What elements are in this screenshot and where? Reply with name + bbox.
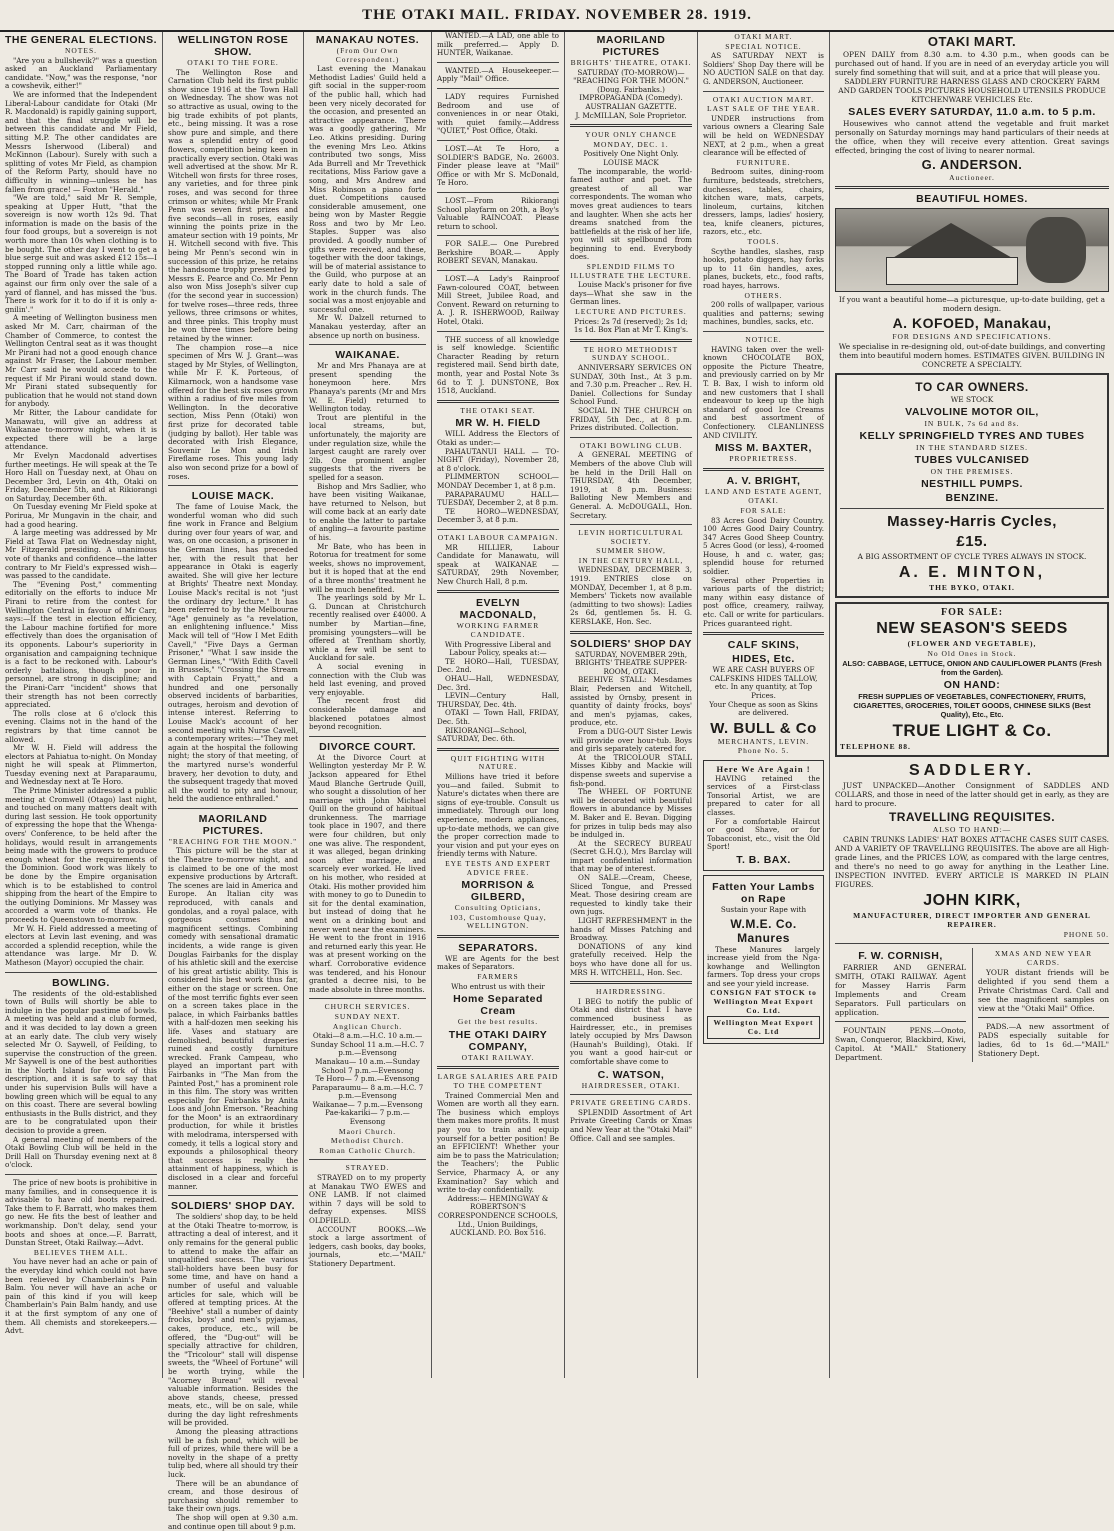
heading-a-kofoed: A. KOFOED, Manakau,: [892, 315, 1052, 331]
ad-text: We specialise in re-designing old, out-of-date buildings, and converting them into beautiful modern homes. ESTIMATES GIVEN. BUILDING IN CONCRETE A SPECIALTY.: [838, 342, 1106, 369]
divider: [703, 91, 824, 92]
meeting-listing: PLIMMERTON SCHOOL—MONDAY December 1, at 8 p.m.: [437, 472, 559, 490]
divider: [309, 998, 426, 999]
subheading-brights-theatre: BRIGHTS' THEATRE, OTAKI.: [570, 58, 692, 67]
heading-evelyn-macdonald: EVELYN MACDONALD,: [459, 597, 537, 622]
subheading-methodist: Methodist Church.: [330, 1136, 405, 1146]
meeting-listing: OHAU—Hall, WEDNESDAY, Dec. 3rd.: [437, 674, 559, 692]
ad-text: CABIN TRUNKS LADIES' HAT BOXES ATTACHE CASES SUIT CASES. AND A VARIETY OF TRAVELLING REQUISITES. The above are all High-grade Lines, and the PRICES LOW, as compared with the large centres, and there's no need to go away for anything in the Leather Line. INSPECTION INVITED. EVERY ARTICLE IS MARKED IN PLAIN FIGURES.: [835, 835, 1109, 889]
article-paragraph: The yearlings sold by Mr L. G. Duncan at Christchurch recently realised over £4000. A number by Martian—fine, promising youngsters—will be offered at Trentham shortly, while a few will be sent to Auckland for sale.: [309, 593, 426, 663]
meeting-listing: PARAPARAUMU HALL—TUESDAY, December 2, at 8 p.m.: [437, 489, 559, 508]
divider: [437, 529, 559, 530]
heading-otaki-seat: THE OTAKI SEAT.: [460, 405, 536, 415]
heading-fw-cornish: F. W. CORNISH,: [858, 950, 943, 962]
heading-greeting-cards: PRIVATE GREETING CARDS.: [570, 1098, 692, 1108]
heading-home-cream: Home Separated Cream: [453, 993, 543, 1018]
article-paragraph: The Prime Minister addressed a public meeting at Cromwell (Otago) last night, and touched on many matters dealt with during last session. He took opportunity of expressing the hope that the Whenga-overs' Conference, to be held after the holidays, would result in arrangements being made with the growers to produce enough wheat for the requirements of the Dominion. Good work was likely to be done by the Empire organisation which is to be established to control shipping from the heart of the Empire to the outlying Dominions. Mr Massey was accorded a warm vote of thanks. He proceeds to Queenstown to-morrow.: [5, 786, 157, 924]
subheading-anglican: Anglican Church.: [332, 1021, 403, 1031]
ad-text: J. McMILLAN, Sole Proprietor.: [575, 110, 687, 120]
ad-text: ALSO: CABBAGE, LETTUCE, ONION AND CAULIFLOWER PLANTS (Fresh from the Garden).: [842, 659, 1102, 677]
heading-wme-manures: W.M.E. Co. Manures: [730, 916, 797, 945]
subheading-opticians-address: 103, Customhouse Quay, WELLINGTON.: [449, 912, 547, 931]
subheading-telephone: TELEPHONE 88.: [840, 742, 911, 751]
heading-bowling: BOWLING.: [52, 976, 110, 989]
service-listing: Paraparaumu— 8 a.m.—H.C. 7 p.m.—Evensong: [311, 1082, 424, 1101]
meeting-listing: PAHAUTANUI HALL — TO-NIGHT (Friday), November 28, at 8 o'clock.: [437, 446, 559, 473]
meeting-listing: TE HORO—Hall, TUESDAY, Dec. 2nd.: [437, 656, 559, 675]
subheading-also-to-hand: ALSO TO HAND:—: [932, 825, 1012, 834]
divider: [437, 88, 559, 89]
ad-text: AS SATURDAY NEXT is Soldiers' Shop Day there will be NO AUCTION SALE on that day. G. ANDERSON, Auctioneer.: [703, 51, 824, 86]
heading-valvoline: VALVOLINE MOTOR OIL,: [905, 406, 1039, 418]
article-paragraph: The Wellington Rose and Carnation Club held its first public show since 1916 at the Town Hall on Wednesday. The show was not so attractive as usual, owing to the big trade exhibits of pot plants, etc., being missing. It was a rose show pure and simple, and there was a splendid entry of good flowers, competition being keen in practically every section. Otaki was well advertised at the show. Mr R. Witchell won firsts for three roses, any varieties, and for three pink roses, and was second for three crimson or whites; while Mr Frank Penn was seven first prizes and five seconds—all in roses, easily winning the points prize in the amateur section with 19 points, Mr H. Witchell second with five. This being Mr Penn's second win in succession of this prize, he retains the handsome trophy presented by Messrs E. Pearce and Co. Mr Penn also won Miss Joseph's silver cup (for the second year in succession) for twelve roses—three reds, three yellows, three crimsons or whites, and three pinks. This trophy must be won three times before being retained by the winner.: [168, 67, 298, 343]
subheading-auctioneer: Auctioneer.: [949, 173, 995, 182]
column-2: [163, 32, 304, 1531]
divider: [437, 1066, 559, 1069]
subheading-sunday-next: SUNDAY NEXT.: [334, 1011, 401, 1021]
divider: [840, 508, 1104, 509]
heading-here-we-are: Here We Are Again !: [716, 763, 811, 774]
divider: [437, 235, 559, 236]
ad-text: AUSTRALIAN GAZETTE.: [585, 101, 677, 111]
article-paragraph: The recent frost did considerable damage and blackened potatoes almost beyond recognition.: [309, 696, 426, 732]
article-paragraph: Trout are plentiful in the local streams, but, unfortunately, the majority are under regulation size, while the largest caught are rarely over 2lb. One prominent angler suggests that the rivers be spelled for a season.: [309, 412, 426, 482]
ad-text: Scythe handles, slashes, rasp hooks, potato diggers, hay forks up to 11 6in handles, axes, planes, buckets, etc., food rafts, road hayes, harrows.: [703, 246, 824, 291]
ad-text: WEDNESDAY, DECEMBER 3, 1919. ENTRIES close on MONDAY, December 1, at 8 p.m. Members' Tickets now available (admitting to two shows): Ladies 2s 6d, gentlemen 5s. H. G. KERSLAKE, Hon. Sec.: [570, 565, 692, 627]
meeting-listing: OTAKI — Town Hall, FRIDAY, Dec. 5th.: [437, 708, 559, 726]
ad-text: HAVING retained the services of a First-class Tonsorial Artist, we are prepared to cater for all classes.: [707, 773, 820, 817]
subheading-otaki: OTAKI.: [748, 496, 779, 506]
article-paragraph: The residents of the old-established town of Bulls will shortly be able to indulge in the popular pastime of bowls. A meeting was held and a club formed, and it was decided to lay down a green at an early date. The club very wisely selected Mr O. Saywell, of Feilding, to supervise the construction of the green. Mr Saywell is one of the best authorities in the North Island for work of this description, and it is safe to say that under his supervision Bulls will have a bowling green which will be equal to any on this coast. There are several bowling enthusiasts in the Bulls district, and they are to be congratulated upon their decision to provide a green.: [5, 988, 157, 1136]
ad-text: From a DUG-OUT Sister Lewis will provide over hour-tub. Boys and girls separately catered for.: [570, 726, 692, 754]
heading-soldiers-shop-day: SOLDIERS' SHOP DAY.: [170, 1200, 296, 1213]
divider: [437, 62, 559, 63]
ad-text: DONATIONS of any kind gratefully received. Help the boys who have done all for us. MRS H. WITCHELL, Hon. Sec.: [570, 941, 692, 977]
subheading-correspondent: (From Our Own Correspondent.): [335, 46, 400, 64]
heading-miss-baxter: MISS M. BAXTER,: [715, 442, 812, 455]
heading-rose-show: WELLINGTON ROSE SHOW.: [177, 34, 289, 58]
seeds-ad-box: [835, 602, 1109, 757]
article-paragraph: Mr Evelyn Macdonald advertises further meetings. He will speak at the Te Horo Hall on Tuesday next, at Ohau on December 3rd, Levin on 4th, Otaki on Friday, December 5th, and at Rikiorangi on Saturday, December 6th.: [5, 450, 157, 503]
column-1: [0, 32, 163, 1378]
article-paragraph: A general meeting of members of the Otaki Bowling Club will be held in the Drill Hall on Thursday evening next at 8 o'clock.: [5, 1134, 157, 1170]
heading-av-bright: A. V. BRIGHT,: [726, 474, 801, 487]
divider: [437, 140, 559, 141]
heading-mr-field: MR W. H. FIELD: [455, 417, 541, 430]
divider: [437, 331, 559, 332]
ad-text: Address:— HEMINGWAY & ROBERTSON'S CORRESPONDENCE SCHOOLS, Ltd., Union Buildings, AUCKLAND. P.O. Box 516.: [438, 1193, 558, 1238]
heading-otaki-mart-small: OTAKI MART.: [734, 32, 793, 41]
barber-ad-box: [703, 760, 824, 871]
subheading-no-old: No Old Ones in Stock.: [927, 649, 1017, 658]
ad-text: A GENERAL MEETING of Members of the above Club will be held in the Drill Hall on THURSDAY, 4th December, 1919, at 8 p.m. Business: Balloting New Members and General. A. McDOUGALL, Hon. Secretary.: [570, 450, 692, 520]
divider: [835, 1021, 966, 1022]
heading-saddlery: SADDLERY.: [908, 762, 1036, 779]
heading-tb-bax: T. B. BAX.: [736, 853, 791, 866]
subheading-flower-veg: (FLOWER AND VEGETABLE),: [907, 639, 1037, 648]
ad-text: Who entrust us with their: [451, 981, 545, 991]
heading-eye-tests: EYE TESTS AND EXPERT ADVICE FREE.: [445, 858, 551, 877]
heading-labour-campaign: OTAKI LABOUR CAMPAIGN.: [437, 532, 559, 542]
heading-price-15: £15.: [956, 533, 988, 550]
heading-sales-saturday: SALES EVERY SATURDAY, 11.0 a.m. to 5 p.m.: [848, 106, 1096, 118]
classified-ad: LOST.—A Lady's Rainproof Fawn-coloured COAT, between Mill Street, Jubilee Road, and Convent. Reward on returning to A. J. R. ISHERWOOD, Railway Hotel, Otaki.: [437, 274, 559, 327]
divider: [309, 344, 426, 345]
masthead: [0, 0, 1114, 32]
service-listing: Te Horo— 7 p.m.—Evensong: [315, 1074, 420, 1084]
ad-text: WE STOCK: [950, 395, 994, 404]
subheading-proprietress: PROPRIETRESS.: [729, 454, 798, 464]
subheading-opticians: Consulting Opticians,: [454, 903, 542, 913]
heading-horticultural: LEVIN HORTICULTURAL SOCIETY.: [578, 528, 684, 546]
column-6: [698, 32, 830, 1378]
manure-ad-box: [703, 875, 824, 1045]
service-listing: Otaki—8 a.m.—H.C. 10 a.m.—Sunday School 11 a.m.—H.C. 7 p.m.—Evensong: [310, 1031, 425, 1058]
heading-bowling-club: OTAKI BOWLING CLUB.: [579, 440, 683, 450]
article-paragraph: At the Divorce Court at Wellington yesterday Mr P. W. Jackson appeared for Ethel Maud Blanche Gertrude Quill, who sought a dissolution of her marriage with John Michael Quill on the ground of habitual drunkenness. The marriage took place in 1907, and there were four children, but only one was alive. The respondent, it was alleged, began drinking soon after marriage, and scarcely ever worked. He lived on his mother, who resided at Otaki. His mother provided him with money to go to Dunedin to sit for the dental examination, but instead of doing that he went on a drinking bout and never went near the examiners. He went to the front in 1916 and returned early this year. He was at present working on the wharf. Corroborative evidence was tendered, and his Honour granted a decree nisi, to be made absolute in three months.: [309, 752, 426, 994]
divider: [309, 736, 426, 737]
subheading-hairdresser: HAIRDRESSER, OTAKI.: [581, 1080, 681, 1090]
ad-text: BEEHIVE STALL: Mesdames Blair, Pedersen and Witchell, assisted by Ornsby, present in quantity of dainty frocks, boys' and men's pyjamas, cakes, produce, etc.: [570, 675, 692, 728]
divider: [703, 468, 824, 471]
heading-w-bull: W. BULL & Co: [710, 719, 817, 737]
column-3: [304, 32, 432, 1378]
heading-general-elections: THE GENERAL ELECTIONS.: [5, 34, 157, 46]
ad-text: Sustain your Rape with: [720, 904, 807, 914]
ad-text: Bedroom suites, dining-room furniture, bedsteads, stretchers, duchesses, tables, chairs, kitchen ware, mats, carpets, linoleum, curtains, kitchen dressers, lamps, ladies' hosiery, tea, knife cleaners, pictures, razors, etc., etc.: [703, 167, 824, 237]
heading-furniture: FURNITURE.: [736, 157, 791, 167]
article-paragraph: Mr Ritter, the Labour candidate for Manawatu, will give an address at Waikanae to-morrow night, when it is expected there will be a large attendance.: [5, 407, 157, 452]
ad-text: If you want a beautiful home—a picturesque, up-to-date building, get a modern design.: [838, 295, 1106, 313]
heading-for-sale: FOR SALE:: [740, 505, 787, 515]
heading-tubes-vulcanised: TUBES VULCANISED: [914, 454, 1030, 466]
ad-text: (Doug. Fairbanks.): [597, 84, 665, 94]
article-paragraph: This picture will be the star at the Theatre to-morrow night, and is claimed to be one of the most expensive productions by Artcraft. The scenes are laid in America and Europe. An Italian city was reproduced, with canals and gondolas, and a royal palace, with gorgeous costumes and magnificent settings. Combining comedy with sensational dramatic incidents, a wide range is given Douglas Fairbanks for the display of his athletic skill and the exercise of his great artistic ability. This is considered his best work thus far, either on the stage or screen. One of the most terrific fights ever seen on a screen takes place in the palace, in which Fairbanks battles with a half-dozen men seeking his life. Vases and statuary are demolished, beautiful draperies ruined and costly furniture wrecked. Frank Campeau, who played an important part with Fairbanks in "The Man from the Painted Post," has a prominent role in this film. The story was written especially for Fairbanks by Anita Loos and John Emerson. "Reaching for the Moon" is an extraordinary production, for while it bristles with melodrama, interspersed with comedy, it tells a logical story and expounds a philosophical theory that success is really the attainment of happiness, which is disclosed in a clear and forceful manner.: [168, 846, 298, 1191]
article-paragraph: A large meeting was addressed by Mr Field at Tawa Flat on Wednesday night, Mr Fitzgerald presiding. A unanimous vote of thanks and confidence—the latter contrary to Mr Field's expressed wish—was passed to the candidate.: [5, 528, 157, 581]
heading-calf-skins: CALF SKINS,: [727, 639, 800, 652]
divider: [309, 1159, 426, 1160]
subheading-last-sale: LAST SALE OF THE YEAR.: [707, 104, 820, 114]
ad-text: Prices: 2s 7d (reserved); 2s 1d; 1s 1d. Box Plan at Mr T. King's.: [573, 316, 689, 335]
ad-text: WE ARE CASH BUYERS OF CALFSKINS HIDES TALLOW, etc. In any quantity, at Top Prices.: [709, 665, 818, 700]
ad-text: MR HILLIER, Labour Candidate for Manawatu, will speak at WAIKANAE — SATURDAY, 29th November, New Church Hall, 8 p.m.: [437, 542, 559, 586]
classified-ad: LOST.—From Rikiorangi School playfarm on 20th, a Boy's Valuable RAINCOAT. Please return to school.: [437, 195, 559, 231]
article-paragraph: "We are told," said Mr R. Semple, speaking at Upper Hutt, "that the sovereign is now worth 12s 9d. That information is made on the basis of the four food groups, but a sovereign is not worth more than 10s when clothing is to be bought. The other day I went to get a blue serge suit and was asked £12 15s—I stopped running only a little while ago. The Board of Trade has taken action against our firm only over the sale of a yard of flannel, and has missed the 'bus. There is work for it to do if it is only a-gnilin'.": [5, 193, 157, 314]
article-paragraph: The champion rose—a nice specimen of Mrs W. J. Grant—was staged by Mr Styles, of Wellington, while Mr F. K. Porteous, of Kilmarnock, won a handsome vase offered for the best six roses grown within a radius of five miles from Wellington. In the decorative section, Miss Penn (Otaki) won first prize for decorated table (judging by ballot). Her table was decorated with Irish Elegance, Souvenir Le Mon and Irish Fireflame roses. This young lady also won second prize for a bowl of roses.: [168, 342, 298, 481]
bottom-ads-row: [835, 948, 1109, 1062]
heading-lecture-pictures: LECTURE AND PICTURES.: [575, 307, 687, 317]
ad-text: ON SALE.—Cream, Cheese, Sliced Tongue, and Pressed Meat. Those desiring cream are requested to kindly take their own jugs.: [570, 873, 692, 917]
subheading-designs: FOR DESIGNS AND SPECIFICATIONS.: [892, 332, 1052, 341]
subheading-monday: MONDAY, DEC. 1.: [593, 139, 669, 149]
ad-text: OPEN DAILY from 8.30 a.m. to 4.30 p.m., when goods can be purchased out of hand. If you are in need of an everyday article you will surely find something that will suit, and at a price that will please you.: [835, 50, 1109, 77]
ad-text: FARRIER AND GENERAL SMITH, OTAKI RAILWAY. Agent for Massey Harris Farm Implements and Cream Separators. Full particulars on application.: [835, 963, 966, 1017]
heading-true-light: TRUE LIGHT & Co.: [892, 721, 1052, 740]
heading-fatten-lambs: Fatten Your Lambs on Rape: [712, 880, 815, 905]
divider: [437, 748, 559, 751]
ad-text: 200 rolls of wallpaper, various qualities and patterns; sewing machines, bundles, sacks, etc.: [703, 300, 824, 327]
cornish-ad: [835, 948, 966, 1062]
article-paragraph: Mr W. H. Field addressed a meeting of electors at Levin last evening, and was accorded a splendid reception, while the attendance was large. Mr D. W. Matheson (Mayor) occupied the chair.: [5, 923, 157, 967]
article-paragraph: Among the pleasing attractions will be a fish pond, which will be full of prizes, while there will be a novelty in the shape of a pretty tulip bed, where all should try their luck.: [168, 1427, 298, 1480]
service-listing: Pae-kakariki— 7 p.m.—Evensong: [325, 1108, 410, 1127]
heading-methodist-sunday-school: TE HORO METHODIST SUNDAY SCHOOL.: [583, 344, 679, 363]
subheading-maori-church: Maori Church.: [338, 1126, 397, 1136]
heading-john-kirk: JOHN KIRK,: [923, 892, 1021, 909]
ad-text: IMPROPAGANDA (Comedy).: [579, 93, 683, 103]
article-paragraph: "Are you a bullshevik?" was a question asked an Auckland Parliamentary candidate. "Now," was the response, "nor a cowshevik, either!": [5, 55, 157, 91]
subheading-phone-50: PHONE 50.: [1063, 930, 1109, 939]
subheading-catholic: Roman Catholic Church.: [319, 1145, 416, 1155]
divider: [703, 331, 824, 332]
masthead-title: THE OTAKI MAIL. FRIDAY. NOVEMBER 28. 1919.: [362, 6, 752, 23]
house-illustration: [835, 208, 1109, 292]
divider: [5, 972, 157, 973]
classified-ad: WANTED.—A Housekeeper.—Apply "Mail" Office.: [437, 65, 559, 84]
meeting-listing: TE HORO—WEDNESDAY, December 3, at 8 p.m.: [437, 506, 559, 525]
ad-text: The incomparable, the world-famed author and poet. The greatest of all war correspondents. The woman who moves great audiences to tears and laughter. When she acts her dreams snatched from the battlefields at the risk of her life, you will sit spellbound from beginning to end. Everybody does.: [570, 166, 692, 262]
heading-louise-mack: LOUISE MACK.: [191, 490, 275, 503]
heading-ae-minton: A. E. MINTON,: [898, 564, 1046, 581]
article-paragraph: Mr W. H. Field will address the electors at Pahiatua to-night. On Monday night he will speak at Plimmerton, Tuesday evening next at Paraparaumu, and Wednesday next at Te Horo.: [5, 743, 157, 787]
heading-kelly-springfield: KELLY SPRINGFIELD TYRES AND TUBES: [859, 430, 1085, 442]
article-paragraph: Mr W. Dalzell returned to Manakau yesterday, after an absence up north on business.: [309, 313, 426, 340]
heading-auction-mart: OTAKI AUCTION MART.: [712, 94, 815, 104]
subheading-merchants: MERCHANTS, LEVIN.: [717, 736, 810, 746]
ad-text: A BIG ASSORTMENT OF CYCLE TYRES ALWAYS IN STOCK.: [857, 552, 1087, 561]
subheading-century-hall: IN THE CENTURY HALL,: [578, 555, 684, 565]
ad-text: Millions have tried it before you—and failed. Submit to Nature's dictates when there are signs of eye-trouble. Consult us immediately. Through our long experience, modern appliances, up-to-date methods, we can give the proper correction made to your vision and put your eyes on friendly terms with Nature.: [437, 771, 559, 859]
divider: [570, 631, 692, 634]
heading-beautiful-homes: BEAUTIFUL HOMES.: [916, 193, 1028, 205]
heading-morrison-gilberd: MORRISON & GILBERD,: [461, 879, 535, 904]
subheading-land-agent: LAND AND ESTATE AGENT,: [704, 486, 823, 496]
heading-hairdressing: HAIRDRESSING.: [596, 987, 666, 997]
heading-manakau-notes: MANAKAU NOTES.: [315, 34, 420, 46]
subheading-standard-sizes: IN THE STANDARD SIZES.: [915, 443, 1029, 452]
heading-benzine: BENZINE.: [945, 492, 999, 504]
article-paragraph: You have never had an ache or pain of the everyday kind which could not have been relieved by Chamberlain's Pain Balm. You never will have an ache or pain of this kind if you will keep Chamberlain's Pain Balm handy, and use it at the first symptom of any one of them. All chemists and storekeepers.—Advt.: [5, 1257, 157, 1336]
article-paragraph: A meeting of Wellington business men asked Mr M. Carr, chairman of the Chamber of Commerce, to contest the Wellington Central seat as it was thought Mr Pirani had not a good enough chance against Mr Fraser, the Labour member. Mr Carr said he would accede to the request if Mr Pirani would stand down. Mr Pirani stated subsequently for publication that he would not stand down for anybody.: [5, 313, 157, 409]
ad-text: WE are Agents for the best makes of Separators.: [437, 953, 559, 972]
article-paragraph: The fame of Louise Mack, the wonderful woman who did such fine work in France and Belgium during over four years of war, and was, on one occasion, a prisoner in the German lines, has preceded her, with the result that her appearance in Otaki is eagerly awaited. She will give her lecture at Brights' Theatre next Monday. Louise Mack's recital is not "just the ordinary dry lecture." It has been referred to by the Melbourne "Age" genuinely as "a revelation, an enlightening influence." Miss Mack will tell of "How I Met Edith Cavell," "Five Days a German Prisoner," "What I saw inside the German Lines," "With Edith Cavell in Brussels," "Crossing the Stream with Captain Fryatt," and a hundred and one personally observed incidents of barbarities, outrages, heroism and devotion of intense interest. Referring to Louise Mack's account of her second meeting with Nurse Cavell, a contemporary writes:—"They met again at the hospital the following night; the story of that meeting, of the martyred nurse's wonderful bravery, her devotion to duty, and the subsequent tragedy that moved all the world to pity and honour, held the audience enthralled.": [168, 502, 298, 804]
ad-text: Housewives who cannot attend the vegetable and fruit market personally on Saturday mornings may hand particulars of their needs at the office, when they will receive every attention. Great savings effected, bringing the cost of living to nearer normal.: [835, 119, 1109, 155]
heading-c-watson: C. WATSON,: [597, 1068, 665, 1081]
service-listing: Manakau— 10 a.m.—Sunday School 7 p.m.—Evensong: [315, 1056, 420, 1075]
article-paragraph: On Tuesday evening Mr Field spoke at Porirua, Mr Mungavin in the chair, and had a good hearing.: [5, 502, 157, 529]
heading-travelling-requisites: TRAVELLING REQUISITES.: [888, 810, 1056, 824]
heading-nesthill-pumps: NESTHILL PUMPS.: [921, 478, 1023, 490]
divider: [168, 1195, 298, 1196]
divider: [570, 124, 692, 127]
heading-separators: SEPARATORS.: [458, 941, 538, 954]
ad-text: Your Cheque as soon as Skins are delivered.: [709, 699, 818, 718]
ad-text: LOUISE MACK: [603, 157, 659, 167]
subheading-otaki-fore: OTAKI TO THE FORE.: [187, 58, 279, 67]
classified-ad: ACCOUNT BOOKS.—We stock a large assortment of ledgers, cash books, day books, journals, etc.—"MAIL" Stationery Department.: [309, 1224, 426, 1268]
heading-church-services: CHURCH SERVICES.: [324, 1002, 411, 1012]
subheading-bulk: IN BULK, 7s 6d and 8s.: [924, 419, 1020, 428]
subheading-summer-show: SUMMER SHOW,: [596, 546, 666, 556]
ad-text: With Progressive Liberal and Labour Policy, speaks at:—: [444, 639, 552, 658]
article-paragraph: The "Evening Post," commenting editorially on the efforts to induce Mr Pirani to retire from the contest for Wellington Central in favour of Mr Carr, says:—If the test in election efficiency, the Labour machine fortified for more effectively than does the organisation of its opponents. Labour's superiority in organisation and campaigning technique is a fact to be reckoned with. Labour's orderly battalions, though poor in personnel, are strong in discipline; and the Pirani-Carr "incident" shows that their strength has not been correctly appreciated.: [5, 579, 157, 710]
column-5: [565, 32, 698, 1378]
heading-splendid-films: SPLENDID FILMS TO ILLUSTRATE THE LECTURE.: [570, 262, 692, 280]
article-paragraph: The price of new boots is prohibitive in many families, and in consequence it is advisable to have old boots repaired. Take them to F. Barratt, who makes them go new. He fits the best of leather and workmanship. Don't delay, send your boots and shoes at once.—F. Barratt, Dunstan Street, Otaki Railway.—Advt.: [5, 1178, 157, 1248]
ad-text: The WHEEL OF FORTUNE will be decorated with beautiful flowers in abundance by Misses M. Baker and E. Bevan. Digging for prizes in tulip beds may also be indulged in.: [570, 787, 692, 840]
divider: [835, 186, 1109, 189]
divider: [703, 632, 824, 635]
divider: [570, 1094, 692, 1095]
article-paragraph: The shop will open at 9.30 a.m. and continue open till about 9 p.m.: [168, 1513, 298, 1531]
heading-farmers: FARMERS: [477, 972, 519, 982]
ad-text: LIGHT REFRESHMENT in the hands of Misses Patching and Broadway.: [570, 916, 692, 943]
ad-text: SATURDAY (TO-MORROW)—: [577, 67, 685, 77]
subheading-reaching-moon: "REACHING FOR THE MOON.": [168, 836, 298, 846]
classified-ad: STRAYED on to my property at Manakau TWO EWES and ONE LAMB. If not claimed within 7 days will be sold to defray expenses. MISS OLDFIELD.: [309, 1173, 426, 1225]
meeting-listing: RIKIORANGI—School, SATURDAY, Dec. 6th.: [437, 725, 527, 744]
meeting-listing: LEVIN—Century Hall, THURSDAY, Dec. 4th.: [437, 691, 559, 709]
article-paragraph: Bishop and Mrs Sadlier, who have been visiting Waikanae, have returned to Nelson, but will come back at an early date to enable the latter to partake of angling—a favourite pastime of his.: [309, 481, 426, 543]
cards-ad: [972, 948, 1109, 1062]
ad-text: SOCIAL IN THE CHURCH on FRIDAY, 5th Dec., at 8 p.m. Prizes distributed. Collection.: [570, 405, 692, 433]
article-paragraph: We are informed that the Independent Liberal-Labour candidate for Otaki (Mr R. Macdonald) is rapidly gaining support, and that the final struggle will be between this candidate and Mr Field, sitting M.P. The other candidates are Messrs Isherwood (Liberal) and McKinnon (Labour). Surely with such a splitting of votes Mr Field, as champion of the Reform Party, should have no difficulty in winning—unless he has fallen from grace! — Foxton "Herald.": [5, 89, 157, 194]
divider: [168, 485, 298, 486]
heading-dairy-company: THE OTAKI DAIRY COMPANY,: [448, 1028, 548, 1053]
article-paragraph: There will be an abundance of cream, and those desirous of purchasing should remember to take their own jugs.: [168, 1478, 298, 1514]
divider: [437, 192, 559, 193]
ad-text: Louise Mack's prisoner for five days—What she saw in the German lines.: [570, 280, 692, 307]
heading-car-owners: TO CAR OWNERS.: [915, 380, 1029, 394]
article-paragraph: Last evening the Manakau Methodist Ladies' Guild held a gift social in the supper-room of the public hall, which had been very nicely decorated for the occasion, and presented an attractive appearance. There was a goodly gathering, Mr Leo. Atkins presiding. During the evening Mrs Leo. Atkins contributed two songs, Miss Ada Burrell and Mr Trevethick recitations, Miss Fariow gave a song, and Mrs Andrew and Miss Robinson a piano forte duet. Competitions caused considerable amusement, one being won by Master Reggie Ross and two by Mr Leo. Staples. Supper was also provided. A goodly number of gifts were received, and these, together with the door takings, will be of material assistance to the Guild, who purpose at an early date to hold a sale of work in the church funds. The social was a most enjoyable and successful one.: [309, 64, 426, 314]
heading-consign-fat-stock: CONSIGN FAT STOCK to Wellington Meat Export Co. Ltd.: [710, 988, 817, 1015]
ad-text: FRESH SUPPLIES OF VEGETABLES, CONFECTIONERY, FRUITS, CIGARETTES, GROCERIES, TOILET GOODS, CHINESE SILKS (Best Quality), Etc., Etc.: [853, 692, 1091, 719]
heading-quit-fighting: QUIT FIGHTING WITH NATURE.: [450, 753, 546, 772]
ad-text: UNDER instructions from various owners a Clearing Sale will be held on WEDNESDAY NEXT, at 2 p.m., when a great clearance will be effected of: [703, 113, 824, 158]
ad-text: SPLENDID Assortment of Art Private Greeting Cards or Xmas and New Year at the "Otaki Mail" Office. Call and see samples.: [570, 1107, 692, 1143]
divider: [168, 808, 298, 809]
subheading-special-notice: SPECIAL NOTICE.: [725, 41, 802, 51]
heading-believes: BELIEVES THEM ALL.: [33, 1247, 129, 1257]
divider: [437, 270, 559, 271]
ad-text: JUST UNPACKED—Another Consignment of SADDLES AND COLLARS, and those in need of the latter should get in early, as they are hard to procure.: [835, 781, 1109, 808]
heading-otaki-mart: OTAKI MART.: [927, 34, 1017, 49]
heading-meat-export: Wellington Meat Export Co. Ltd: [707, 1016, 820, 1039]
divider: [835, 943, 1109, 944]
heading-only-chance: YOUR ONLY CHANCE: [585, 130, 677, 140]
classified-ad: WANTED.—A LAD, one able to milk preferred.— Apply D. HUNTER, Waikanae.: [437, 31, 559, 58]
ad-text: For a comfortable Haircut or good Shave, or for Tobacconist, etc., visit the Old Sport!: [707, 816, 820, 852]
article-paragraph: Mr and Mrs Phanaya are at present spending the honeymoon here. Mrs Phanaya's parents (Mr and Mrs W. E. Field) returned to Wellington today.: [309, 361, 426, 414]
heading-maoriland-pictures-ad: MAORILAND PICTURES: [596, 34, 666, 58]
heading-soldiers-shop-day-ad: SOLDIERS' SHOP DAY: [570, 637, 692, 650]
classified-ad: FOR SALE.— One Purebred Berkshire BOAR.— Apply ROBERT SEVAN, Manakau.: [437, 239, 559, 266]
divider: [437, 590, 559, 593]
heading-divorce-court: DIVORCE COURT.: [319, 740, 416, 753]
subheading-phone: Phone No. 5.: [737, 746, 790, 756]
subheading-premises: ON THE PREMISES.: [930, 467, 1014, 476]
ad-text: ANNIVERSARY SERVICES ON SUNDAY, 30th Inst., At 3 p.m. and 7.30 p.m. Preacher .. Rev. H. Daniel. Collections for Sunday School Fund.: [570, 363, 692, 407]
ad-text: SADDLERY FURNITURE HARNESS GLASS AND CROCKERY FARM AND GARDEN TOOLS PICTURES HOUSEHOLD UTENSILS PRODUCE KITCHENWARE VEHICLES Etc.: [838, 77, 1106, 104]
divider: [437, 935, 559, 938]
article-paragraph: The soldiers' shop day, to be held at the Otaki Theatre to-morrow, is attracting a deal of interest, and it only remains for the general public to attend to make the affair an unqualified success. The various stall-holders have been busy for some time, and have on hand a number of useful and valuable articles for sale, which will be offered at tempting prices. At the "Beehive" stall a number of dainty frocks, boys' and men's pyjamas, cakes, produce, etc., will be offered, the "Dug-out" will be specially attractive for children, the "Tricolour" stall will dispense sweets, the "Wheel of Fortune" will be worth trying, while the "Acorney Bureau" will reveal valuable information. Besides the above stands, cheese, pressed meats, etc., will be on sale, while during the day light refreshments will be provided.: [168, 1212, 298, 1428]
heading-maoriland-pictures: MAORILAND PICTURES.: [198, 812, 268, 837]
car-owners-ad-box: [835, 373, 1109, 598]
ad-text: Positively One Night Only.: [583, 149, 679, 159]
column-4: [432, 32, 565, 1378]
subheading-hides: HIDES, Etc.: [732, 653, 795, 666]
heading-g-anderson: G. ANDERSON.: [921, 157, 1023, 172]
subheading-farmer-candidate: WORKING FARMER CANDIDATE.: [456, 621, 540, 640]
classified-ad: LOST.—At Te Horo, a SOLDIER'S BADGE, No. 26003. Finder please leave at "Mail" Office or with Mr S. McDonald, Te Horo.: [437, 143, 559, 188]
ad-text: WILL Address the Electors of Otaki as under:—: [437, 429, 559, 447]
heading-strayed: STRAYED.: [345, 1163, 390, 1173]
article-paragraph: The rolls close at 6 o'clock this evening. Claims not in the hand of the registrars by that time cannot be allowed.: [5, 708, 157, 744]
heading-on-hand: ON HAND:: [943, 679, 1001, 691]
ad-text: At the TRICOLOUR STALL Misses Kibby and Mackie will dispense sweets and supervise a fish-pond.: [570, 752, 692, 788]
ad-text: Trained Commercial Men and Women are worth all they earn. The business which employs them makes more profits. It must pay you to train and equip yourself for a better position! Be an EFFICIENT! Whether your aim be to pass the Matriculation; the Teachers'; the Public Service, Pharmacy A, or any Examination? Say which and write to-day confidentially.: [437, 1090, 560, 1195]
article-paragraph: Mr Bate, who has been in Rotorua for treatment for some weeks, shows no improvement, but it is hoped that at the end of a three months' treatment he will be much benefited.: [309, 541, 426, 594]
divider: [570, 339, 692, 342]
ad-text: PADS.—A new assortment of PADS especially suitable for ladies, 6d to 1s 6d.—"MAIL" Stationery Dept.: [978, 1022, 1109, 1058]
heading-xmas-cards: XMAS AND NEW YEAR CARDS.: [994, 949, 1093, 967]
subheading-notes: NOTES.: [64, 46, 98, 55]
heading-notice: NOTICE.: [745, 335, 782, 344]
subheading-best-results: Get the best results.: [457, 1017, 539, 1027]
divider: [570, 981, 692, 984]
ad-text: SATURDAY, NOVEMBER 29th, BRIGHTS' THEATRE SUPPER-ROOM, OTAKI.: [574, 649, 688, 676]
ad-text: I BEG to notify the public of Otaki and district that I have commenced business as Hairdresser, etc., in premises lately occupied by Mrs Dawson (Haunah's Building), Otaki. If you want a good hair-cut or comfortable shave come to: [570, 996, 692, 1066]
heading-for-sale-seeds: FOR SALE:: [940, 607, 1004, 618]
subheading-otaki-railway: OTAKI RAILWAY.: [461, 1052, 535, 1062]
article-paragraph: A social evening in connection with the Club was held last evening, and proved very enjoyable.: [309, 661, 426, 697]
heading-large-salaries: LARGE SALARIES ARE PAID TO THE COMPETENT: [437, 1072, 559, 1091]
classified-ad: THE success of all knowledge is self knowledge. Scientific Character Reading by return registered mail. Send birth date, month, year and Postal Note 3s 6d to T. J. DUNSTONE, Box 1518, Auckland.: [437, 334, 559, 396]
divider: [570, 437, 692, 438]
heading-others: OTHERS.: [744, 290, 783, 300]
heading-new-seasons-seeds: NEW SEASON'S SEEDS: [876, 620, 1068, 637]
heading-waikanae: WAIKANAE.: [335, 349, 400, 362]
ad-text: "REACHING FOR THE MOON.": [573, 76, 689, 86]
ad-text: Several other Properties in various parts of the district; many within easy distance of post office, creamery, railway, etc. Call or write for particulars. Prices guaranteed right.: [703, 575, 824, 628]
heading-tools: TOOLS.: [747, 237, 780, 247]
ad-text: HAVING taken over the well-known CHOCOLATE BOX, opposite the Picture Theatre, and previously carried on by Mr T. B. Bax, I wish to inform old and new customers that I shall endeavour to keep up the high standard of good Ice Creams and best assortment of Confectionery. CLEANLINESS AND CIVILITY.: [703, 344, 824, 440]
subheading-manufacturer: MANUFACTURER, DIRECT IMPORTER AND GENERAL REPAIRER.: [853, 911, 1091, 929]
divider: [5, 1174, 157, 1175]
classified-ad: LADY requires Furnished Bedroom and use of conveniences in or near Otaki, with quiet family.—Address "QUIET," Post Office, Otaki.: [437, 91, 559, 136]
service-listing: Waikanae— 7 p.m.—Evensong: [312, 1099, 423, 1109]
column-7: [830, 32, 1114, 1378]
divider: [437, 400, 559, 403]
ad-text: These Manures largely increase yield from the Nga-kowhange and Wellington farmers. Top dress your crops and see your yield increase.: [707, 944, 820, 988]
ad-text: YOUR distant friends will be delighted if you send them a Private Christmas Card. Call and see the magnificent samples on view at the "Otaki Mail" Office.: [978, 968, 1109, 1013]
ad-text: 83 Acres Good Dairy Country. 100 Acres Good Dairy Country. 347 Acres Good Sheep Country. 5 Acres Good (or less), 4-roomed House, h and c. water, gas; splendid house for returned soldier.: [703, 515, 824, 577]
heading-massey-harris: Massey-Harris Cycles,: [887, 513, 1057, 530]
subheading-byko: THE BYKO, OTAKI.: [929, 583, 1015, 592]
ad-text: At the SECRECY BUREAU (Secret G.H.Q.), Mrs Barclay will impart confidential information that may be of interest.: [570, 838, 692, 874]
divider: [570, 524, 692, 525]
divider: [978, 1017, 1109, 1018]
ad-text: FOUNTAIN PENS.—Onoto, Swan, Conqueror, Blackbird, Kiwi, Capitol. At "MAIL" Stationery Department.: [835, 1026, 966, 1062]
